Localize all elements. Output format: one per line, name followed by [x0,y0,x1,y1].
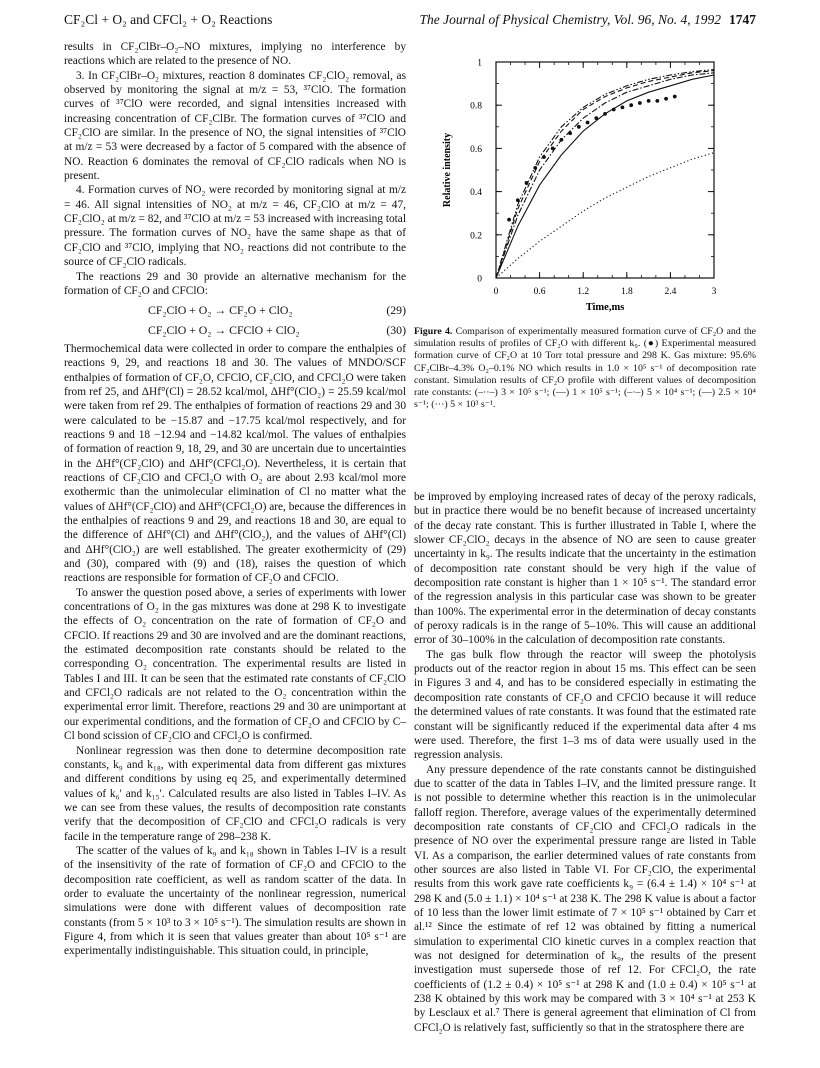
data-point [638,101,642,105]
y-tick-label: 0 [477,274,482,285]
plot-frame [496,62,714,278]
series-line [496,73,714,278]
y-tick-label: 0.6 [470,144,482,155]
x-tick-label: 1.8 [620,287,633,297]
left-column [64,40,406,959]
data-point [612,108,616,112]
journal-name: The Journal of Physical Chemistry, Vol. 96, No. 4, 1992 [419,12,721,27]
paragraph: be improved by employing increased rates of decay of the peroxy radicals, but in practice there would be no benefit because of increased uncertainty of the decay rate constant. This is further illustrated in Table I, where the slower CF₂ClO₂ decays in the absence of NO are seen to cause greater uncertainty in k₉. The results indicate that the uncertainty in the estimation of decomposition rate constant should be very high if the value of decomposition rate constant is higher than 1 × 10⁵ s⁻¹. The standard error of the regression analysis in this particular case was shown to be greater than 100%. The experimental error in the determination of decay constants of peroxy radicals is in the range of 5–10%. This will cause an additional error of 30–100% in the calculation of decomposition rate constants. [414,491,756,647]
x-tick-label: 1.2 [577,287,590,297]
caption-text: Comparison of experimentally measured formation curve of CF₂O and the simulation results of profiles of CF₂O with different k₉. (●) Experimental measured formation curve of CF₂O at 10 Torr total pressure and 298 K. Gas mixture: 95.6% CF₂ClBr–4.3% O₂–0.1% NO which results in 1.0 × 10⁵ s⁻¹ of decomposition rate constant. Simulation results of CF₂O profile with different values of decomposition rate constants: (–··–) 3 × 10⁵ s⁻¹; (––) 1 × 10⁵ s⁻¹; (–·–) 5 × 10⁴ s⁻¹; (—) 2.5 × 10⁴ s⁻¹; (···) 5 × 10³ s⁻¹. [414,326,757,411]
journal-header [420,12,757,28]
series-line [496,71,714,278]
y-tick-label: 0.2 [470,231,482,242]
data-point [621,105,625,109]
page-number: 1747 [729,12,756,27]
figure-caption [414,326,756,411]
y-tick-label: 0.4 [470,188,482,199]
equation-30 [64,323,406,337]
y-tick-label: 1 [477,58,482,69]
data-point [664,97,668,101]
right-column [414,490,756,1035]
equation-text: CF₂ClO + O₂ → CFClO + ClO₂ [148,322,300,337]
data-point [655,99,659,103]
x-tick-label: 2.4 [664,287,677,297]
chart-svg [414,34,756,334]
paragraph: 4. Formation curves of NO₂ were recorded by monitoring signal at m/z = 46. All signal intensities of NO₂ at m/z = 46, CF₂ClO at m/z = 47, CF₂ClO₂ at m/z = 82, and ³⁷ClO at m/z = 53 increased with increasing total pressure. The formation curves of NO₂ have the same shape as that of CF₂ClO and ³⁷ClO, implying that NO₂ reactions did not contribute to the source of CF₂ClO radicals. [64,184,406,269]
paragraph: Any pressure dependence of the rate constants cannot be distinguished due to scatter of the data in Tables I–IV, and the limited pressure range. It is not possible to determine whether this reaction is in the unimolecular falloff region. Therefore, average values of the experimentally determined decomposition rate constants of CF₂ClO and CFCl₂O radicals in the presence of NO over the experimental pressure range are listed in Table VI. As a comparison, the earlier determined values of rate constants from other sources are also listed in Table VI. For CF₂ClO, the experimental results from this work gave rate coefficients k₉ = (6.4 ± 1.4) × 10⁴ s⁻¹ at 298 K and (5.0 ± 1.1) × 10⁴ s⁻¹ at 238 K. The 298 K value is about a factor of 10 less than the lower limit estimate of 7 × 10⁵ s⁻¹ obtained by Carr et al.¹² Since the estimate of ref 12 was obtained by fitting a numerical simulation to experimental ClO kinetic curves in a complex reaction that was not designed for determination of k₉, the results of the present investigation must supersede those of ref 12. For CFCl₂O, the rate coefficients of (1.2 ± 0.4) × 10⁵ s⁻¹ at 298 K and (1.0 ± 0.4) × 10⁵ s⁻¹ at 238 K obtained by this work may be compared with 3 × 10⁴ s⁻¹ at 253 K by Lesclaux et al.⁷ There is general agreement that elimination of Cl from CFCl₂O is relatively fast, sufficiently so that in the stratosphere there are [414,763,756,1034]
data-point [542,155,546,159]
data-point [603,112,607,116]
data-point [560,138,564,142]
equation-number: (29) [386,303,406,318]
caption-label: Figure 4. [414,326,453,337]
paragraph: results in CF₂ClBr–O₂–NO mixtures, implying no interference by reactions which are related to the presence of NO. [64,41,406,68]
data-point [525,181,529,185]
equation-29 [64,303,406,317]
paragraph: Thermochemical data were collected in order to compare the enthalpies of reactions 9, 29, and reactions 18 and 30. The values of MNDO/SCF enthalpies of formation of CF₂O, CFClO, CF₂ClO, and CFCl₂O were taken from ref 25, and ΔHf°(Cl) = 28.52 kcal/mol, ΔHf°(ClO₂) = 25.59 kcal/mol were taken from ref 29. The enthalpies of formation of reactions 29 and 30 were calculated to be −15.87 and −17.75 kcal/mol respectively, and for reactions 9 and 18 −12.94 and −14.82 kcal/mol. The values of enthalpies of formation of reaction 9, 18, 29, and 30 are uncertain due to uncertainties in the ΔHf°(CF₂ClO) and ΔHf°(CFCl₂O). Nevertheless, it is certain that reactions of CF₂ClO and CFCl₂O with O₂ are about 2.93 kcal/mol more exothermic than the unimolecular elimination of Cl no matter what the values of ΔHf°(CF₂ClO) and ΔHf°(CFCl₂O) are, because the differences in the enthalpies of reactions 9 and 29, and reactions 18 and 30, are equal to the difference of ΔHf°(Cl) and ΔHf°(ClO₂), and the values of ΔHf°(Cl) and ΔHf°(ClO₂) are well established. The greater exothermicity of (29) and (30), compared with (9) and (18), raises the question of which reactions are responsible for formation of CF₂O and CFClO. [64,342,406,585]
series-line [496,70,714,278]
paragraph: 3. In CF₂ClBr–O₂ mixtures, reaction 8 dominates CF₂ClO₂ removal, as observed by monitoring the signal at m/z = 53, ³⁷ClO. The formation curves of ³⁷ClO were recorded, and signal intensities increased with increasing concentration of CF₂ClBr. The formation curves of ³⁷ClO and CF₂ClO are similar. In the presence of NO, the signal intensities of ³⁷ClO at m/z = 53 were decreased by a factor of 5 compared with the absence of NO. Reaction 6 dominates the removal of CF₂ClO radicals when NO is present. [64,69,406,183]
equation-text: CF₂ClO + O₂ → CF₂O + ClO₂ [148,303,293,318]
data-point [647,99,651,103]
data-point [516,198,520,202]
series-line [496,75,714,278]
running-title: CF₂Cl + O₂ and CFCl₂ + O₂ Reactions [64,12,273,27]
data-point [577,125,581,129]
data-point [629,103,633,107]
figure-4 [414,34,756,334]
paragraph: The scatter of the values of k₉ and k₁₈ shown in Tables I–IV is a result of the insensitivity of the rate of formation of CF₂O and CFClO to the decomposition rate coefficient, as well as random scatter of the data. In order to evaluate the uncertainty of the nonlinear regression, numerical simulations were done with different values of decomposition rate constants (from 5 × 10³ to 3 × 10⁵ s⁻¹). The simulation results are shown in Figure 4, from which it is seen that values greater than about 10⁵ s⁻¹ are experimentally indistinguishable. This situation could, in principle, [64,844,406,958]
equation-number: (30) [386,322,406,337]
paragraph: The gas bulk flow through the reactor will sweep the photolysis products out of the reactor region in about 15 ms. This effect can be seen in Figures 3 and 4, and has to be considered especially in estimating the decomposition rate constants of CF₂O and CFClO because it will reduce the determined values of rate constants. It was found that the estimated rate constant will be significantly reduced if the experimental data after 4 ms were used. Therefore, the first 1–3 ms of data were usually used in the regression analysis. [414,648,756,762]
x-tick-label: 3 [711,287,717,297]
paragraph: The reactions 29 and 30 provide an alternative mechanism for the formation of CF₂O and CFClO: [64,270,406,297]
x-tick-label: 0 [493,287,499,297]
paragraph: To answer the question posed above, a series of experiments with lower concentrations of O₂ in the gas mixtures was done at 298 K to investigate the effects of O₂ concentration on the rate of formation of CF₂O and CFClO. If reactions 29 and 30 are involved and are the dominant reactions, the estimated decomposition rate constants should be related to the corresponding O₂ concentration. The experimental results are listed in Tables I and III. It can be seen that the estimated rate constants of CF₂ClO and CFCl₂O radicals are not related to the O₂ concentration within the experimental error limit. Therefore, reactions 29 and 30 are unimportant at our experimental conditions, and the formation of CF₂O and CFClO by C–Cl bond scission of CF₂ClO and CFCl₂O is confirmed. [64,586,406,743]
data-point [586,121,590,125]
data-point [568,131,572,135]
x-tick-label: 0.6 [533,287,546,297]
y-tick-label: 0.8 [470,101,482,112]
data-point [507,218,511,222]
x-axis-label: Time,ms [585,302,625,313]
data-point [594,116,598,120]
paragraph: Nonlinear regression was then done to determine decomposition rate constants, k₉ and k₁₈, with experimental data from different gas mixtures and different conditions by using eq 25, and experimentally determined values of k₆′ and k₁₅′. Calculated results are also listed in Tables I–IV. As we can see from these values, the results of decomposition rate constants verify that the decomposition of CF₂ClO and CFCl₂O radicals is very facile in the temperature range of 298–238 K. [64,744,406,843]
series-line [496,153,714,278]
data-point [533,166,537,170]
data-point [551,147,555,151]
data-point [673,95,677,99]
y-axis-label: Relative intensity [442,132,453,208]
